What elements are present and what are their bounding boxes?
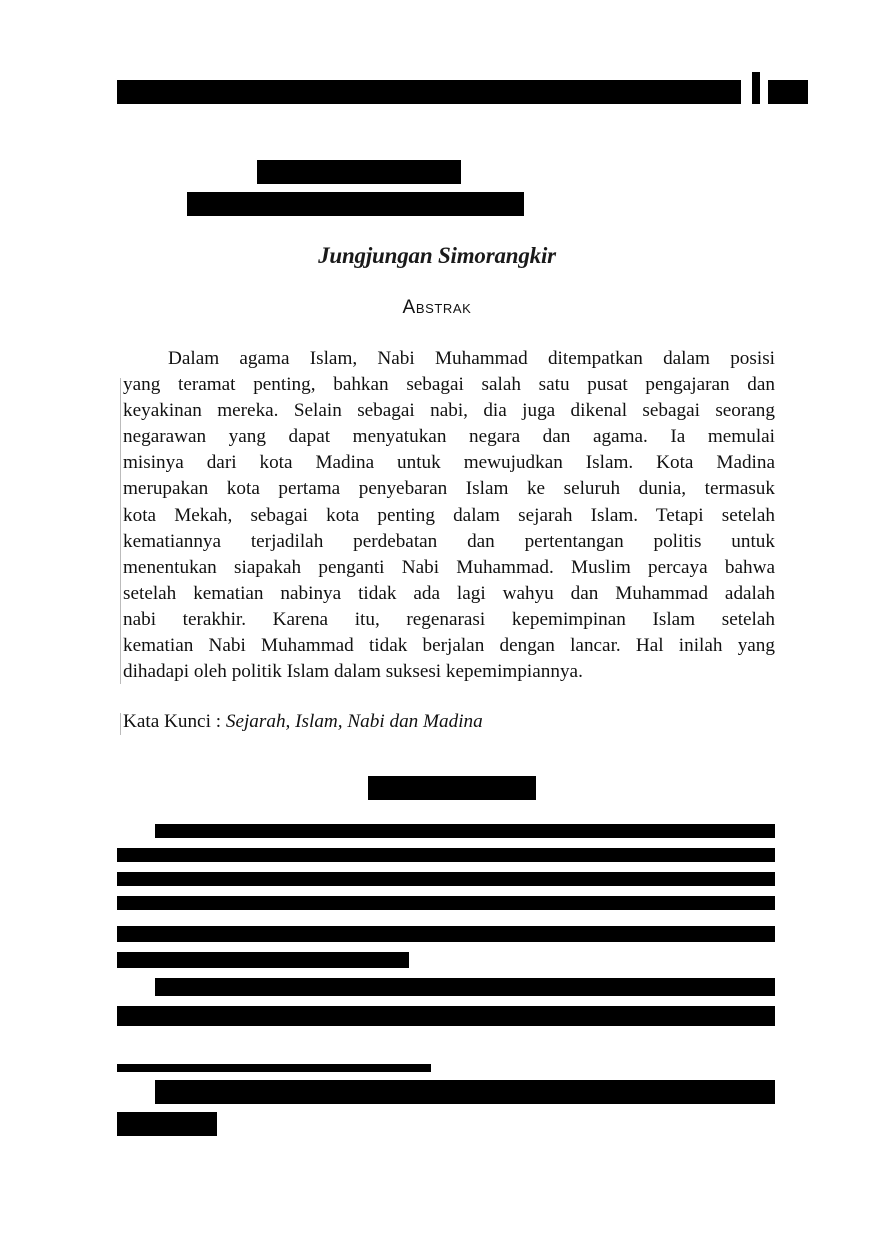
author-name: Jungjungan Simorangkir (318, 243, 556, 268)
page-number-redacted (768, 80, 808, 104)
article-title-line-1-redacted (257, 160, 461, 184)
abstract-line: kota Mekah, sebagai kota penting dalam sejarah Islam. Tetapi setelah (123, 504, 775, 526)
abstract-line: merupakan kota pertama penyebaran Islam ke seluruh dunia, termasuk (123, 478, 775, 500)
abstract-line: Dalam agama Islam, Nabi Muhammad ditempatkan dalam posisi (168, 348, 775, 369)
keywords-values: Sejarah, Islam, Nabi dan Madina (225, 711, 483, 732)
running-header-redacted (117, 80, 741, 104)
abstract-line: kematiannya terjadilah perdebatan dan pertentangan politis untuk (123, 530, 775, 552)
abstract-line: setelah kematian nabinya tidak ada lagi wahyu dan Muhammad adalah (123, 582, 775, 604)
abstract-line: menentukan siapakah penganti Nabi Muhammad. Muslim percaya bahwa (123, 556, 775, 578)
abstract-line: yang teramat penting, bahkan sebagai salah satu pusat pengajaran dan (123, 374, 775, 396)
section-heading-redacted (368, 776, 536, 800)
margin-mark (120, 378, 121, 684)
keywords-label: Kata Kunci : (123, 711, 226, 732)
abstract-line: negarawan yang dapat menyatukan negara dan agama. Ia memulai (123, 426, 775, 448)
footnote-rule (117, 1064, 431, 1072)
abstract-line: kematian Nabi Muhammad tidak berjalan dengan lancar. Hal inilah yang (123, 635, 775, 657)
abstract-line: keyakinan mereka. Selain sebagai nabi, dia juga dikenal sebagai seorang (123, 400, 775, 422)
abstract-line: dihadapi oleh politik Islam dalam suksesi kepemimpiannya. (123, 661, 583, 683)
abstract-line: nabi terakhir. Karena itu, regenarasi kepemimpinan Islam setelah (123, 608, 775, 630)
header-divider (752, 72, 760, 104)
abstract-heading: Abstrak (402, 297, 472, 318)
margin-mark (120, 713, 121, 735)
abstract-line: misinya dari kota Madina untuk mewujudkan Islam. Kota Madina (123, 452, 775, 474)
keywords (123, 711, 483, 733)
abstract-text (123, 346, 775, 685)
article-title-line-2-redacted (187, 192, 524, 216)
